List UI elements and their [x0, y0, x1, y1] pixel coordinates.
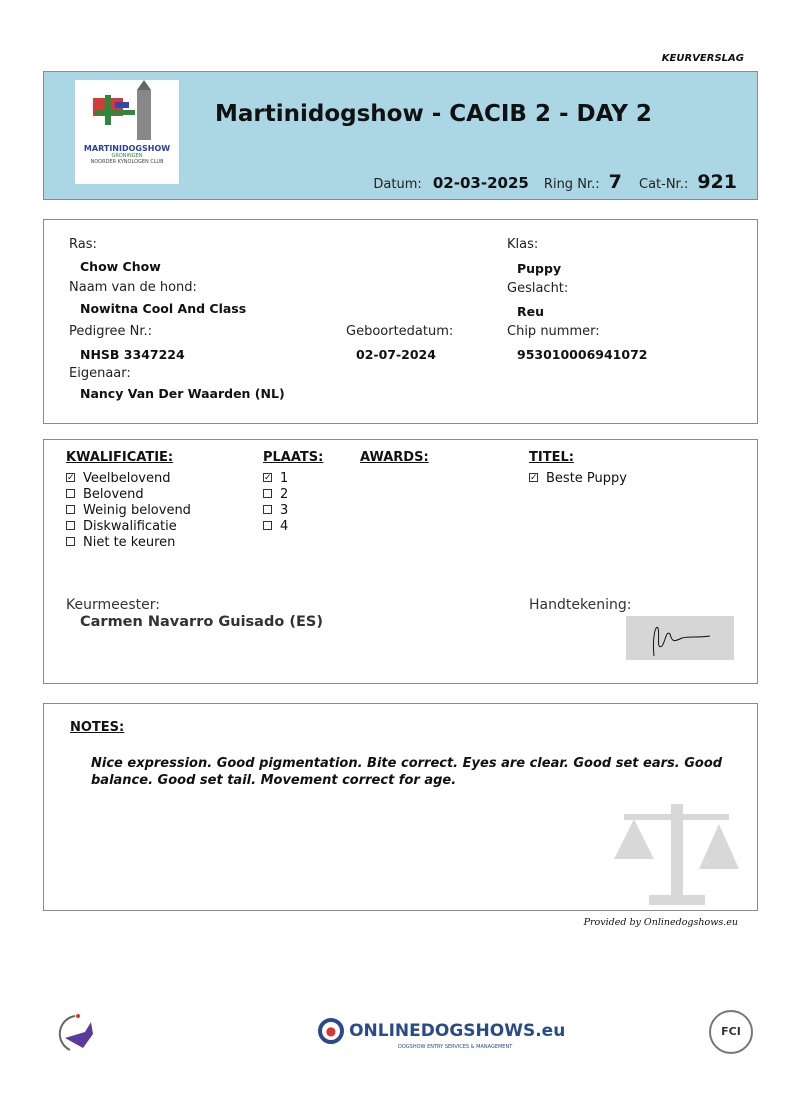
header-box — [43, 71, 758, 200]
plaats-option — [263, 519, 288, 535]
ring: 7 — [608, 171, 622, 193]
geslacht-label: Geslacht: — [507, 281, 569, 296]
unchecked-box-icon — [66, 521, 75, 530]
fci-logo: FCI — [709, 1010, 753, 1054]
keurmeester: Carmen Navarro Guisado (ES) — [80, 614, 323, 630]
unchecked-box-icon — [263, 505, 272, 514]
kwal-option — [66, 503, 191, 519]
ras: Chow Chow — [80, 259, 161, 274]
option-label: 1 — [280, 471, 289, 486]
option-label: Beste Puppy — [546, 471, 627, 486]
signature-image — [626, 616, 734, 660]
notes-heading: NOTES: — [70, 720, 125, 735]
chip: 953010006941072 — [517, 347, 648, 362]
unchecked-box-icon — [66, 505, 75, 514]
pedigree-label: Pedigree Nr.: — [69, 324, 153, 339]
handtekening-label: Handtekening: — [529, 597, 632, 613]
kwalificatie-list — [66, 471, 191, 551]
eigenaar: Nancy Van Der Waarden (NL) — [80, 386, 285, 401]
unchecked-box-icon — [263, 489, 272, 498]
titel-heading: TITEL: — [529, 450, 574, 465]
cat-label: Cat-Nr.: — [639, 177, 689, 192]
plaats-option — [263, 503, 288, 519]
flag-tower-icon — [75, 80, 179, 140]
ras-label: Ras: — [69, 237, 97, 252]
judging-box — [43, 439, 758, 684]
onlinedogshows-logo — [318, 1018, 565, 1050]
unchecked-box-icon — [66, 489, 75, 498]
meta-line — [373, 171, 737, 193]
plaats-option — [263, 471, 288, 487]
plaats-list — [263, 471, 288, 535]
checked-box-icon — [66, 473, 75, 482]
logo-sub: GRONINGEN — [111, 153, 143, 159]
show-logo — [75, 80, 179, 184]
geboorte-label: Geboortedatum: — [346, 324, 454, 339]
geboorte: 02-07-2024 — [356, 347, 436, 362]
ring-label: Ring Nr.: — [543, 177, 600, 192]
unchecked-box-icon — [66, 537, 75, 546]
pedigree: NHSB 3347224 — [80, 347, 185, 362]
option-label: Niet te keuren — [83, 535, 176, 550]
kwalificatie-heading: KWALIFICATIE: — [66, 450, 174, 465]
option-label: Veelbelovend — [83, 471, 171, 486]
plaats-heading: PLAATS: — [263, 450, 324, 465]
klas: Puppy — [517, 261, 562, 276]
kwal-option — [66, 487, 191, 503]
plaats-option — [263, 487, 288, 503]
naam: Nowitna Cool And Class — [80, 301, 247, 316]
naam-label: Naam van de hond: — [69, 280, 197, 295]
doc-type: KEURVERSLAG — [661, 53, 744, 64]
kwal-option — [66, 519, 191, 535]
unchecked-box-icon — [263, 521, 272, 530]
dog-info-box — [43, 219, 758, 424]
paw-icon: ● — [318, 1018, 344, 1044]
scales-watermark-icon — [609, 799, 744, 909]
kwal-option — [66, 535, 191, 551]
cat-dog-logo-icon — [55, 1010, 100, 1055]
notes-box — [43, 703, 758, 911]
option-label: Belovend — [83, 487, 144, 502]
chip-label: Chip nummer: — [507, 324, 600, 339]
option-label: Weinig belovend — [83, 503, 191, 518]
checked-box-icon — [529, 473, 538, 482]
geslacht: Reu — [517, 304, 545, 319]
datum-label: Datum: — [373, 177, 422, 192]
titel-option — [529, 471, 627, 487]
eigenaar-label: Eigenaar: — [69, 366, 131, 381]
notes-text: Nice expression. Good pigmentation. Bite correct. Eyes are clear. Good set ears. Good balance. Good set tail. Movement correct for age. — [91, 756, 723, 788]
datum: 02-03-2025 — [432, 174, 529, 192]
checked-box-icon — [263, 473, 272, 482]
klas-label: Klas: — [507, 237, 539, 252]
logo-club: NOORDER KYNOLOGEN CLUB — [90, 159, 164, 165]
logo-tag: DOGSHOW ENTRY SERVICES & MANAGEMENT — [398, 1044, 513, 1050]
cat: 921 — [697, 171, 737, 193]
show-title: Martinidogshow - CACIB 2 - DAY 2 — [215, 101, 652, 127]
provided-by: Provided by Onlinedogshows.eu — [583, 917, 738, 928]
option-label: 2 — [280, 487, 289, 502]
option-label: 4 — [280, 519, 289, 534]
logo-text: MARTINIDOGSHOW — [83, 144, 171, 153]
keurmeester-label: Keurmeester: — [66, 597, 160, 613]
option-label: 3 — [280, 503, 289, 518]
logo-main: ONLINEDOGSHOWS.eu — [349, 1021, 566, 1041]
awards-heading: AWARDS: — [360, 450, 429, 465]
titel-list — [529, 471, 627, 487]
kwal-option — [66, 471, 191, 487]
option-label: Diskwalificatie — [83, 519, 177, 534]
